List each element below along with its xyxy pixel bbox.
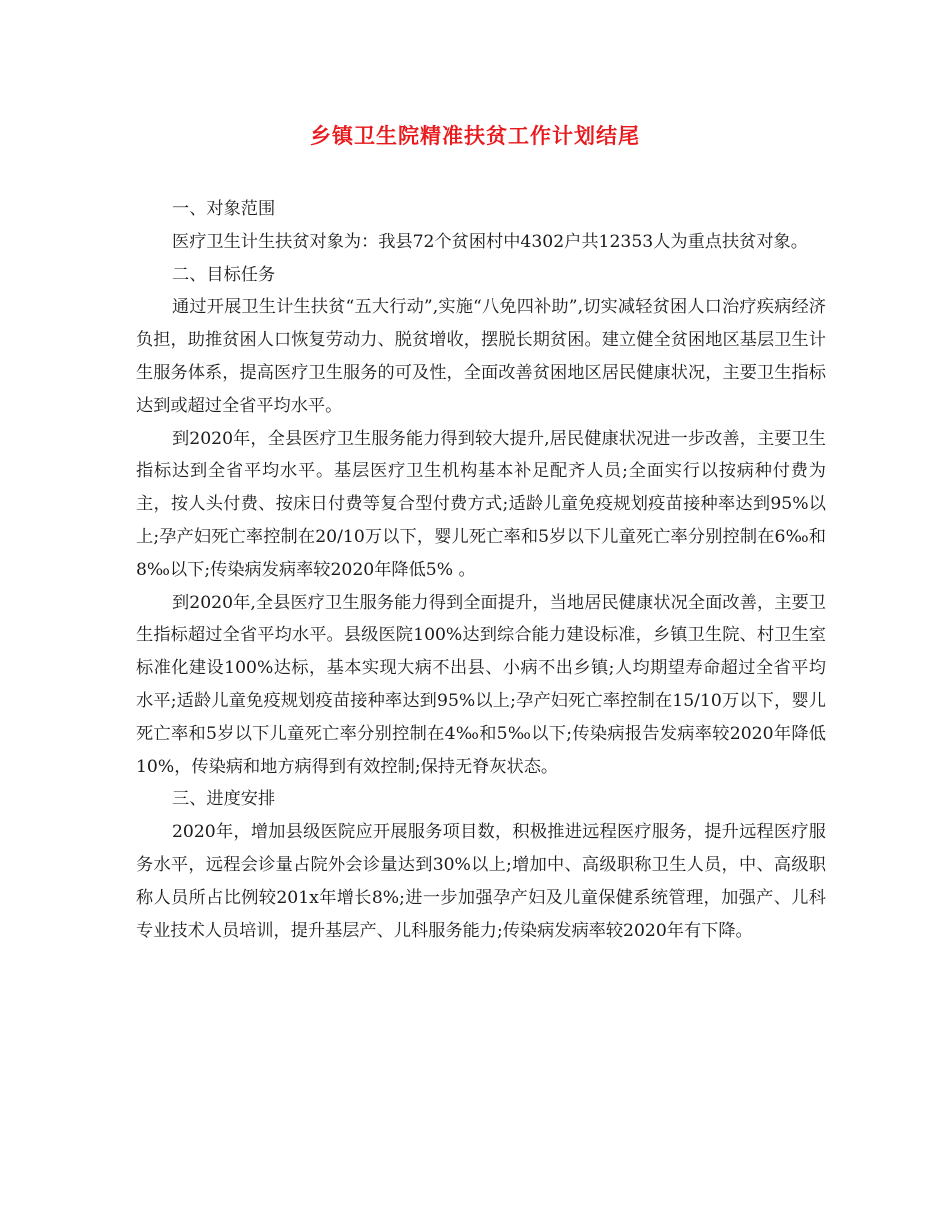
section-heading-scope: 一、对象范围 [172,199,276,219]
paragraph-schedule: 2020年，增加县级医院应开展服务项目数，积极推进远程医疗服务，提升远程医疗服务水平，远程会诊量占院外会诊量达到30%以上;增加中、高级职称卫生人员，中、高级职称人员所占比例较201x年增长8%;进一步加强孕产妇及儿童保健系统管理，加强产、儿科专业技术人员培训，提升基层产、儿科服务能力;传染病发病率较2020年有下降。 [136,822,826,941]
paragraph-goals-overview: 通过开展卫生计生扶贫“五大行动”,实施“八免四补助”,切实减轻贫困人口治疗疾病经济负担，助推贫困人口恢复劳动力、脱贫增收，摆脱长期贫困。建立健全贫困地区基层卫生计生服务体系，提高医疗卫生服务的可及性，全面改善贫困地区居民健康状况，主要卫生指标达到或超过全省平均水平。 [136,297,826,416]
paragraph-goals-2020-b: 到2020年,全县医疗卫生服务能力得到全面提升，当地居民健康状况全面改善，主要卫生指标超过全省平均水平。县级医院100%达到综合能力建设标准，乡镇卫生院、村卫生室标准化建设100%达标，基本实现大病不出县、小病不出乡镇;人均期望寿命超过全省平均水平;适龄儿童免疫规划疫苗接种率达到95%以上;孕产妇死亡率控制在15/10万以下，婴儿死亡率和5岁以下儿童死亡率分别控制在4‰和5‰以下;传染病报告发病率较2020年降低10%，传染病和地方病得到有效控制;保持无脊灰状态。 [136,592,826,777]
document-body [136,193,826,947]
section-heading-schedule: 三、进度安排 [172,789,276,810]
section-heading-goals: 二、目标任务 [172,264,276,285]
paragraph-goals-2020-a: 到2020年，全县医疗卫生服务能力得到较大提升,居民健康状况进一步改善，主要卫生指标达到全省平均水平。基层医疗卫生机构基本补足配齐人员;全面实行以按病种付费为主，按人头付费、按床日付费等复合型付费方式;适龄儿童免疫规划疫苗接种率达到95%以上;孕产妇死亡率控制在20/10万以下，婴儿死亡率和5岁以下儿童死亡率分别控制在6‰和8‰以下;传染病发病率较2020年降低5% 。 [136,428,826,580]
document-title: 乡镇卫生院精准扶贫工作计划结尾 [310,124,640,148]
paragraph-scope: 医疗卫生计生扶贫对象为：我县72个贫困村中4302户共12353人为重点扶贫对象。 [172,231,808,252]
